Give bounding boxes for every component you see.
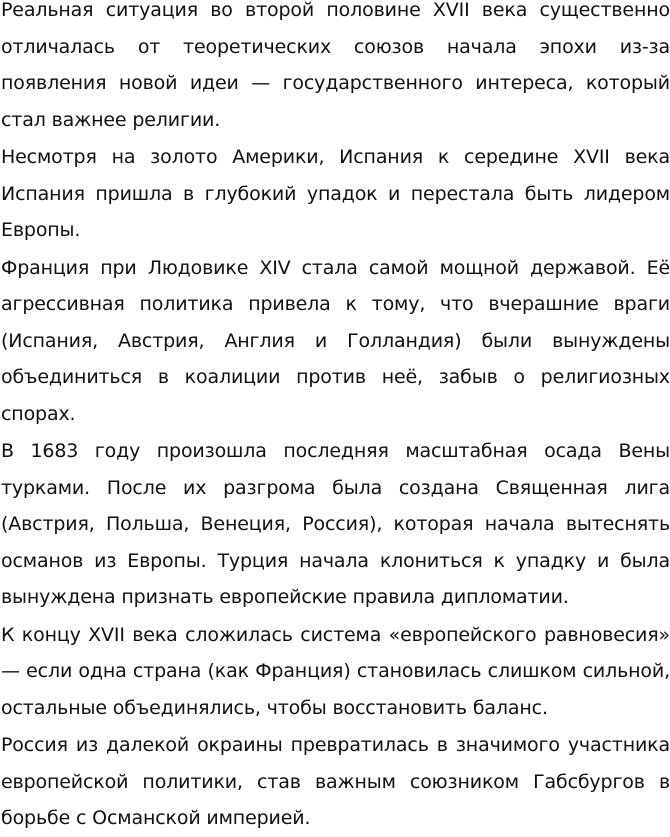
paragraph-siege-of-vienna: В 1683 году произошла последняя масштабная осада Вены турками. После их разгрома была создана Священная лига (Австрия, Польша, Венеция, Россия), которая начала вытеснять османов из Европы. Турция начала клониться к упадку и была вынуждена признать европейские правила дипломатии. (1, 440, 670, 608)
paragraph-balance-of-power: К концу XVII века сложилась система «европейского равновесия» — если одна страна (как Франция) становилась слишком сильной, остальные объединялись, чтобы восстановить баланс. (1, 623, 670, 719)
paragraph-spain-decline: Несмотря на золото Америки, Испания к середине XVII века Испания пришла в глубокий упадок и перестала быть лидером Европы. (1, 146, 670, 241)
paragraph-france-louis-xiv: Франция при Людовике XIV стала самой мощной державой. Её агрессивная политика привела к тому, что вчерашние враги (Испания, Австрия, Англия и Голландия) были вынуждены объединиться в коалиции против неё, забыв о религиозных спорах. (1, 256, 670, 425)
paragraph-state-interest: Реальная ситуация во второй половине XVII века существенно отличалась от теоретических союзов начала эпохи из-за появления новой идеи — государственного интереса, который стал важнее религии. (1, 0, 670, 131)
paragraph-russia-role: Россия из далекой окраины превратилась в значимого участника европейской политики, став важным союзником Габсбургов в борьбе с Османской империей. (1, 734, 670, 829)
